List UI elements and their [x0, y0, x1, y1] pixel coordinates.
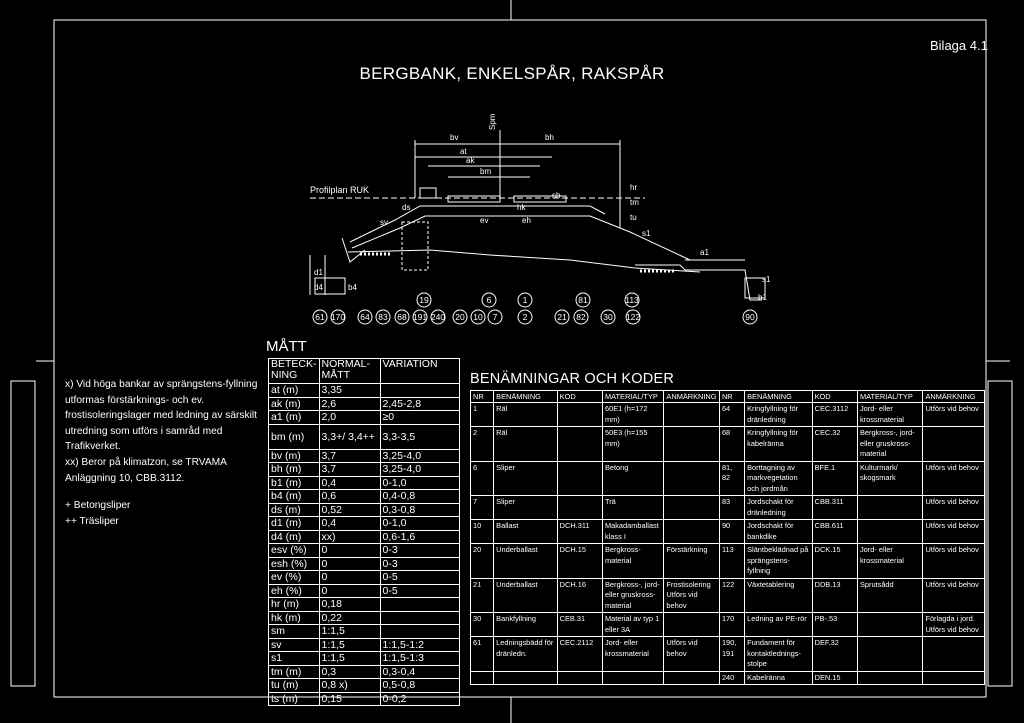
dim-label: eh: [522, 216, 531, 225]
profile-label: Profilplan RUK: [310, 185, 370, 195]
table-cell: [923, 637, 985, 672]
table-cell: PB-.53: [812, 613, 857, 637]
codes-table: [470, 390, 985, 685]
table-cell: 0: [319, 557, 380, 571]
table-cell: tu (m): [269, 679, 320, 693]
table-cell: Utförs vid behov: [923, 461, 985, 496]
header-cell: BETECK-NING: [269, 359, 320, 384]
table-cell: hr (m): [269, 598, 320, 612]
table-cell: 190, 191: [719, 637, 744, 672]
table-cell: Borttagning av markvegetation och jordmån: [745, 461, 813, 496]
table-cell: Kulturmark/ skogsmark: [857, 461, 922, 496]
header-cell: VARIATION: [380, 359, 459, 384]
table-cell: 0-5: [380, 584, 459, 598]
dim-label: d4: [314, 283, 323, 292]
table-row: [471, 544, 985, 579]
table-cell: 170: [719, 613, 744, 637]
table-cell: Bankfyllning: [494, 613, 557, 637]
table-row: [269, 638, 460, 652]
table-cell: 1:1,5: [319, 652, 380, 666]
table-cell: Utförs vid behov: [923, 520, 985, 544]
table-cell: Utförs vid behov: [923, 578, 985, 613]
table-cell: [664, 461, 720, 496]
table-cell: [664, 613, 720, 637]
dim-label: bv: [450, 133, 459, 142]
table-cell: tm (m): [269, 665, 320, 679]
table-cell: 81, 82: [719, 461, 744, 496]
table-cell: [664, 496, 720, 520]
dim-label: s1: [642, 229, 651, 238]
table-cell: 2: [471, 427, 494, 462]
table-cell: [857, 613, 922, 637]
table-cell: [602, 671, 663, 685]
table-cell: Räl: [494, 427, 557, 462]
table-cell: 1:1,5: [319, 638, 380, 652]
table-cell: 0,4: [319, 476, 380, 490]
table-cell: 0-1,0: [380, 517, 459, 531]
table-cell: 0,3: [319, 665, 380, 679]
dim-label: bh: [545, 133, 554, 142]
table-cell: 0,6: [319, 490, 380, 504]
callout-label: 2: [522, 312, 528, 322]
table-row: [471, 496, 985, 520]
callout-label: 82: [576, 312, 586, 322]
table-cell: 61: [471, 637, 494, 672]
table-cell: Jordschakt för bankdike: [745, 520, 813, 544]
table-cell: DEF.32: [812, 637, 857, 672]
table-row: [471, 403, 985, 427]
table-row: [269, 652, 460, 666]
table-cell: Jord- eller krossmaterial: [602, 637, 663, 672]
dim-label: ds: [402, 203, 411, 212]
table-cell: CBB.311: [812, 496, 857, 520]
table-cell: 3,25-4,0: [380, 449, 459, 463]
table-cell: DCK.15: [812, 544, 857, 579]
table-cell: 0: [319, 571, 380, 585]
table-cell: sv: [269, 638, 320, 652]
table-cell: esv (%): [269, 544, 320, 558]
table-cell: Släntbeklädnad på sprängstens-fyllning: [745, 544, 813, 579]
table-cell: d4 (m): [269, 530, 320, 544]
table-cell: [923, 427, 985, 462]
table-cell: 0,15: [319, 692, 380, 706]
callout-label: 30: [603, 312, 613, 322]
table-row: [471, 613, 985, 637]
header-cell: KOD: [812, 391, 857, 403]
callout-label: 7: [492, 312, 498, 322]
table-cell: [494, 671, 557, 685]
table-cell: 3,35: [319, 384, 380, 398]
table-cell: s1: [269, 652, 320, 666]
table-cell: 0,4: [319, 517, 380, 531]
table-cell: 0-3: [380, 557, 459, 571]
table-row: [471, 427, 985, 462]
table-row: [269, 598, 460, 612]
dim-label: ev: [480, 216, 489, 225]
table-cell: CEC.3112: [812, 403, 857, 427]
table-cell: Bergkross-, jord- eller gruskross-material: [857, 427, 922, 462]
dim-label: s1: [762, 275, 771, 284]
table-cell: eh (%): [269, 584, 320, 598]
matt-body: [269, 384, 460, 706]
table-cell: BFE.1: [812, 461, 857, 496]
table-cell: ak (m): [269, 397, 320, 411]
table-cell: 0,4-0,8: [380, 490, 459, 504]
table-cell: 0,6-1,6: [380, 530, 459, 544]
table-cell: Frostisolering Utförs vid behov: [664, 578, 720, 613]
table-cell: 0: [319, 544, 380, 558]
table-cell: Jordschakt för dränledning: [745, 496, 813, 520]
table-cell: 2,6: [319, 397, 380, 411]
table-row: [269, 397, 460, 411]
table-cell: [664, 403, 720, 427]
callout-label: 90: [745, 312, 755, 322]
table-cell: 0-5: [380, 571, 459, 585]
table-cell: [380, 384, 459, 398]
cross-section-drawing: [290, 100, 780, 335]
table-header-row: [471, 391, 985, 403]
table-cell: [557, 403, 602, 427]
table-cell: Trä: [602, 496, 663, 520]
table-cell: 0,3-0,4: [380, 665, 459, 679]
note: xx) Beror på klimatzon, se TRVAMA Anläggning 10, CBB.3112.: [65, 456, 227, 484]
codes-body: [471, 403, 985, 685]
bilaga-label: Bilaga 4.1: [930, 38, 988, 53]
callout-row-1: [417, 293, 639, 307]
right-margin-box: [988, 381, 1012, 686]
table-cell: 64: [719, 403, 744, 427]
table-cell: [380, 611, 459, 625]
table-row: [269, 665, 460, 679]
table-row: [269, 424, 460, 449]
header-cell: NR: [719, 391, 744, 403]
table-cell: 1: [471, 403, 494, 427]
table-cell: 0,22: [319, 611, 380, 625]
callout-label: 61: [315, 312, 325, 322]
table-cell: Kringfyllning för dränledning: [745, 403, 813, 427]
table-cell: bm (m): [269, 424, 320, 449]
table-row: [269, 411, 460, 425]
table-cell: bv (m): [269, 449, 320, 463]
table-row: [471, 520, 985, 544]
matt-table: [268, 358, 460, 706]
header-cell: KOD: [557, 391, 602, 403]
table-cell: hk (m): [269, 611, 320, 625]
dim-label: b4: [348, 283, 357, 292]
table-cell: [857, 520, 922, 544]
header-cell: BENÄMNING: [745, 391, 813, 403]
table-row: [269, 449, 460, 463]
page-title: BERGBANK, ENKELSPÅR, RAKSPÅR: [359, 64, 665, 83]
table-row: [269, 503, 460, 517]
table-cell: Kabelränna: [745, 671, 813, 685]
table-cell: Jord- eller krossmaterial: [857, 544, 922, 579]
note: x) Vid höga bankar av sprängstens-fyllning utformas förstärknings- och ev. frostisoleringslager med ledning av särskilt utredning som utförs i samråd med Trafikverket.: [65, 379, 258, 453]
table-cell: Fundament för kontaktlednings-stolpe: [745, 637, 813, 672]
table-cell: Makadamballast klass I: [602, 520, 663, 544]
callout-label: 64: [360, 312, 370, 322]
table-cell: xx): [319, 530, 380, 544]
table-row: [471, 671, 985, 685]
callout-label: 10: [473, 312, 483, 322]
table-cell: Sliper: [494, 461, 557, 496]
table-cell: 3,3-3,5: [380, 424, 459, 449]
table-cell: Material av typ 1 eller 3A: [602, 613, 663, 637]
table-cell: 0-0,2: [380, 692, 459, 706]
header-cell: ANMÄRKNING: [664, 391, 720, 403]
table-cell: 0,3-0,8: [380, 503, 459, 517]
table-cell: 0,8 x): [319, 679, 380, 693]
header-cell: MATERIAL/TYP: [602, 391, 663, 403]
table-cell: [664, 671, 720, 685]
callout-label: 19: [419, 295, 429, 305]
table-cell: [557, 671, 602, 685]
dim-label: sv: [380, 218, 388, 227]
table-cell: [857, 637, 922, 672]
dim-label: sh: [552, 191, 561, 200]
dim-label: a1: [700, 248, 709, 257]
table-row: [269, 679, 460, 693]
table-cell: 21: [471, 578, 494, 613]
table-cell: [664, 520, 720, 544]
table-cell: Sliper: [494, 496, 557, 520]
table-cell: 0: [319, 584, 380, 598]
note: + Betongsliper: [65, 500, 131, 512]
dim-label: b1: [758, 293, 767, 302]
table-cell: 90: [719, 520, 744, 544]
table-cell: 10: [471, 520, 494, 544]
table-cell: Växtetablering: [745, 578, 813, 613]
table-cell: Bergkross-material: [602, 544, 663, 579]
dim-label: tm: [630, 198, 639, 207]
table-cell: 0-1,0: [380, 476, 459, 490]
table-cell: 2,45-2,8: [380, 397, 459, 411]
table-row: [269, 476, 460, 490]
table-cell: 83: [719, 496, 744, 520]
table-cell: 3,7: [319, 449, 380, 463]
header-cell: NR: [471, 391, 494, 403]
table-cell: 0,18: [319, 598, 380, 612]
table-row: [269, 463, 460, 477]
table-cell: Utförs vid behov: [664, 637, 720, 672]
table-row: [269, 517, 460, 531]
table-cell: 2,0: [319, 411, 380, 425]
table-cell: DCH.311: [557, 520, 602, 544]
table-cell: [857, 496, 922, 520]
table-cell: [557, 496, 602, 520]
dim-label: d1: [314, 268, 323, 277]
table-cell: 50E3 (h=155 mm): [602, 427, 663, 462]
table-cell: 0,52: [319, 503, 380, 517]
table-cell: 240: [719, 671, 744, 685]
note: ++ Träsliper: [65, 515, 119, 527]
left-margin-box: [11, 381, 35, 686]
callout-label: 240: [430, 312, 446, 322]
table-row: [471, 461, 985, 496]
table-header-row: [269, 359, 460, 384]
table-cell: [380, 625, 459, 639]
table-cell: DCH.16: [557, 578, 602, 613]
table-cell: 3,7: [319, 463, 380, 477]
table-row: [269, 557, 460, 571]
table-row: [471, 578, 985, 613]
table-cell: [923, 671, 985, 685]
table-cell: Utförs vid behov: [923, 496, 985, 520]
table-cell: 1:1,5: [319, 625, 380, 639]
table-row: [269, 611, 460, 625]
table-cell: 7: [471, 496, 494, 520]
table-cell: Utförs vid behov: [923, 403, 985, 427]
table-cell: 6: [471, 461, 494, 496]
table-row: [471, 637, 985, 672]
callout-label: 122: [625, 312, 641, 322]
table-row: [269, 625, 460, 639]
table-cell: sm: [269, 625, 320, 639]
table-cell: [557, 427, 602, 462]
table-cell: 122: [719, 578, 744, 613]
callout-label: 170: [330, 312, 346, 322]
table-cell: ≥0: [380, 411, 459, 425]
table-cell: DEN.15: [812, 671, 857, 685]
table-cell: CEB.31: [557, 613, 602, 637]
callout-label: 6: [486, 295, 492, 305]
header-cell: MATERIAL/TYP: [857, 391, 922, 403]
table-cell: 113: [719, 544, 744, 579]
header-cell: NORMAL-MÅTT: [319, 359, 380, 384]
table-cell: d1 (m): [269, 517, 320, 531]
footnotes: [65, 377, 275, 529]
table-cell: b1 (m): [269, 476, 320, 490]
table-cell: Sprutsådd: [857, 578, 922, 613]
table-cell: 1:1,5-1:2: [380, 638, 459, 652]
table-cell: Bergkross-, jord- eller gruskross-material: [602, 578, 663, 613]
table-cell: DCH.15: [557, 544, 602, 579]
table-cell: CBB.611: [812, 520, 857, 544]
table-row: [269, 571, 460, 585]
table-row: [269, 490, 460, 504]
dim-label: hk: [517, 203, 526, 212]
table-cell: Utförs vid behov: [923, 544, 985, 579]
dim-label: Spm: [488, 113, 497, 130]
table-cell: 30: [471, 613, 494, 637]
table-cell: Underballast: [494, 578, 557, 613]
callout-label: 68: [397, 312, 407, 322]
table-cell: CEC.32: [812, 427, 857, 462]
table-row: [269, 584, 460, 598]
callout-label: 21: [557, 312, 567, 322]
table-cell: Kringfyllning för kabelränna: [745, 427, 813, 462]
table-cell: Betong: [602, 461, 663, 496]
table-cell: 3,25-4,0: [380, 463, 459, 477]
callout-label: 20: [455, 312, 465, 322]
table-cell: bh (m): [269, 463, 320, 477]
table-cell: esh (%): [269, 557, 320, 571]
table-cell: Ledning av PE-rör: [745, 613, 813, 637]
dim-label: bm: [480, 167, 492, 176]
matt-title: MÅTT: [266, 338, 307, 355]
table-cell: at (m): [269, 384, 320, 398]
table-row: [269, 692, 460, 706]
table-cell: 20: [471, 544, 494, 579]
table-cell: Jord- eller krossmaterial: [857, 403, 922, 427]
callout-label: 81: [578, 295, 588, 305]
table-row: [269, 530, 460, 544]
callout-label: 1: [522, 295, 528, 305]
table-cell: a1 (m): [269, 411, 320, 425]
table-cell: [557, 461, 602, 496]
table-cell: b4 (m): [269, 490, 320, 504]
table-cell: [380, 598, 459, 612]
table-cell: [471, 671, 494, 685]
table-cell: 1:1,5-1:3: [380, 652, 459, 666]
dim-label: tu: [630, 213, 637, 222]
table-cell: CEC.2112: [557, 637, 602, 672]
table-cell: 0,5-0,8: [380, 679, 459, 693]
header-cell: BENÄMNING: [494, 391, 557, 403]
callout-label: 83: [378, 312, 388, 322]
dim-label: hr: [630, 183, 638, 192]
table-cell: 3,3+/ 3,4++: [319, 424, 380, 449]
dim-label: at: [460, 147, 467, 156]
codes-title: BENÄMNINGAR OCH KODER: [470, 371, 674, 387]
table-cell: ts (m): [269, 692, 320, 706]
table-cell: Underballast: [494, 544, 557, 579]
table-cell: Förlagda i jord. Utförs vid behov: [923, 613, 985, 637]
table-cell: [857, 671, 922, 685]
table-cell: Räl: [494, 403, 557, 427]
table-cell: Ledningsbädd för dränledn.: [494, 637, 557, 672]
table-cell: Förstärkning: [664, 544, 720, 579]
table-cell: 60E1 (h=172 mm): [602, 403, 663, 427]
dim-label: ak: [466, 156, 475, 165]
header-cell: ANMÄRKNING: [923, 391, 985, 403]
table-row: [269, 544, 460, 558]
table-cell: 0-3: [380, 544, 459, 558]
table-cell: 68: [719, 427, 744, 462]
table-cell: DDB.13: [812, 578, 857, 613]
callout-label: 191: [412, 312, 428, 322]
table-cell: Ballast: [494, 520, 557, 544]
table-row: [269, 384, 460, 398]
callout-label: 113: [625, 295, 639, 305]
table-cell: ds (m): [269, 503, 320, 517]
table-cell: [664, 427, 720, 462]
table-cell: ev (%): [269, 571, 320, 585]
